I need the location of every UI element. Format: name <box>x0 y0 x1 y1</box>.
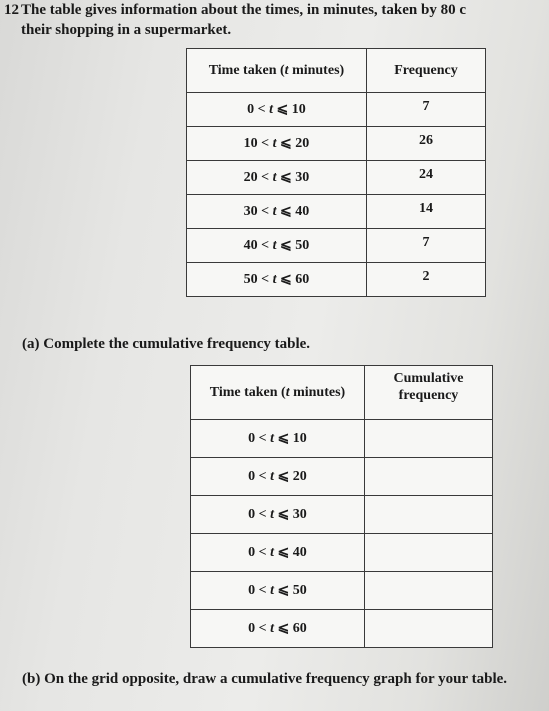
table-row <box>187 161 486 195</box>
table-row <box>191 420 493 458</box>
interval-cell: 0 < t ⩽ 30 <box>191 496 365 534</box>
interval-cell: 0 < t ⩽ 50 <box>191 572 365 610</box>
frequency-cell: 7 <box>366 229 485 263</box>
part-b-text: On the grid opposite, draw a cumulative frequency graph for your table. <box>44 671 508 687</box>
header-time-taken: Time taken (t minutes) <box>191 366 365 420</box>
table-row <box>187 127 486 161</box>
table-row <box>187 93 486 127</box>
part-a-label: (a) <box>22 336 40 352</box>
part-b-instruction <box>22 671 507 688</box>
frequency-cell: 2 <box>366 263 485 297</box>
interval-cell: 10 < t ⩽ 20 <box>187 127 367 161</box>
cumulative-frequency-answer-cell[interactable] <box>364 572 492 610</box>
interval-cell: 0 < t ⩽ 60 <box>191 610 365 648</box>
interval-cell: 0 < t ⩽ 40 <box>191 534 365 572</box>
question-intro-line-2: their shopping in a supermarket. <box>21 22 232 38</box>
frequency-table-header-row <box>187 49 486 93</box>
header-cumulative-frequency-text: Cumulative frequency <box>393 370 464 403</box>
table-row <box>187 195 486 229</box>
table-row <box>191 496 493 534</box>
interval-cell: 50 < t ⩽ 60 <box>187 263 367 297</box>
header-cumulative-frequency <box>364 366 492 420</box>
cumulative-frequency-answer-cell[interactable] <box>364 420 492 458</box>
part-b-label: (b) <box>22 671 41 687</box>
cumulative-frequency-answer-cell[interactable] <box>364 496 492 534</box>
table-row <box>187 263 486 297</box>
cumulative-frequency-answer-cell[interactable] <box>364 610 492 648</box>
interval-cell: 20 < t ⩽ 30 <box>187 161 367 195</box>
table-row <box>191 572 493 610</box>
header-time-taken: Time taken (t minutes) <box>187 49 367 93</box>
part-a-instruction <box>22 336 310 353</box>
frequency-cell: 7 <box>366 93 485 127</box>
cumulative-frequency-answer-cell[interactable] <box>364 534 492 572</box>
frequency-cell: 24 <box>366 161 485 195</box>
interval-cell: 0 < t ⩽ 10 <box>187 93 367 127</box>
interval-cell: 0 < t ⩽ 20 <box>191 458 365 496</box>
question-number: 12 <box>4 2 19 18</box>
table-row <box>191 534 493 572</box>
table-row <box>191 458 493 496</box>
frequency-table <box>186 48 486 297</box>
table-row <box>187 229 486 263</box>
interval-cell: 40 < t ⩽ 50 <box>187 229 367 263</box>
cumulative-frequency-answer-cell[interactable] <box>364 458 492 496</box>
interval-cell: 30 < t ⩽ 40 <box>187 195 367 229</box>
frequency-cell: 14 <box>366 195 485 229</box>
table-row <box>191 610 493 648</box>
cumulative-frequency-table <box>190 365 493 648</box>
header-frequency: Frequency <box>366 49 485 93</box>
interval-cell: 0 < t ⩽ 10 <box>191 420 365 458</box>
frequency-cell: 26 <box>366 127 485 161</box>
cumulative-table-header-row <box>191 366 493 420</box>
part-a-text: Complete the cumulative frequency table. <box>43 336 311 352</box>
question-intro-line-1: The table gives information about the times, in minutes, taken by 80 c <box>21 2 467 18</box>
